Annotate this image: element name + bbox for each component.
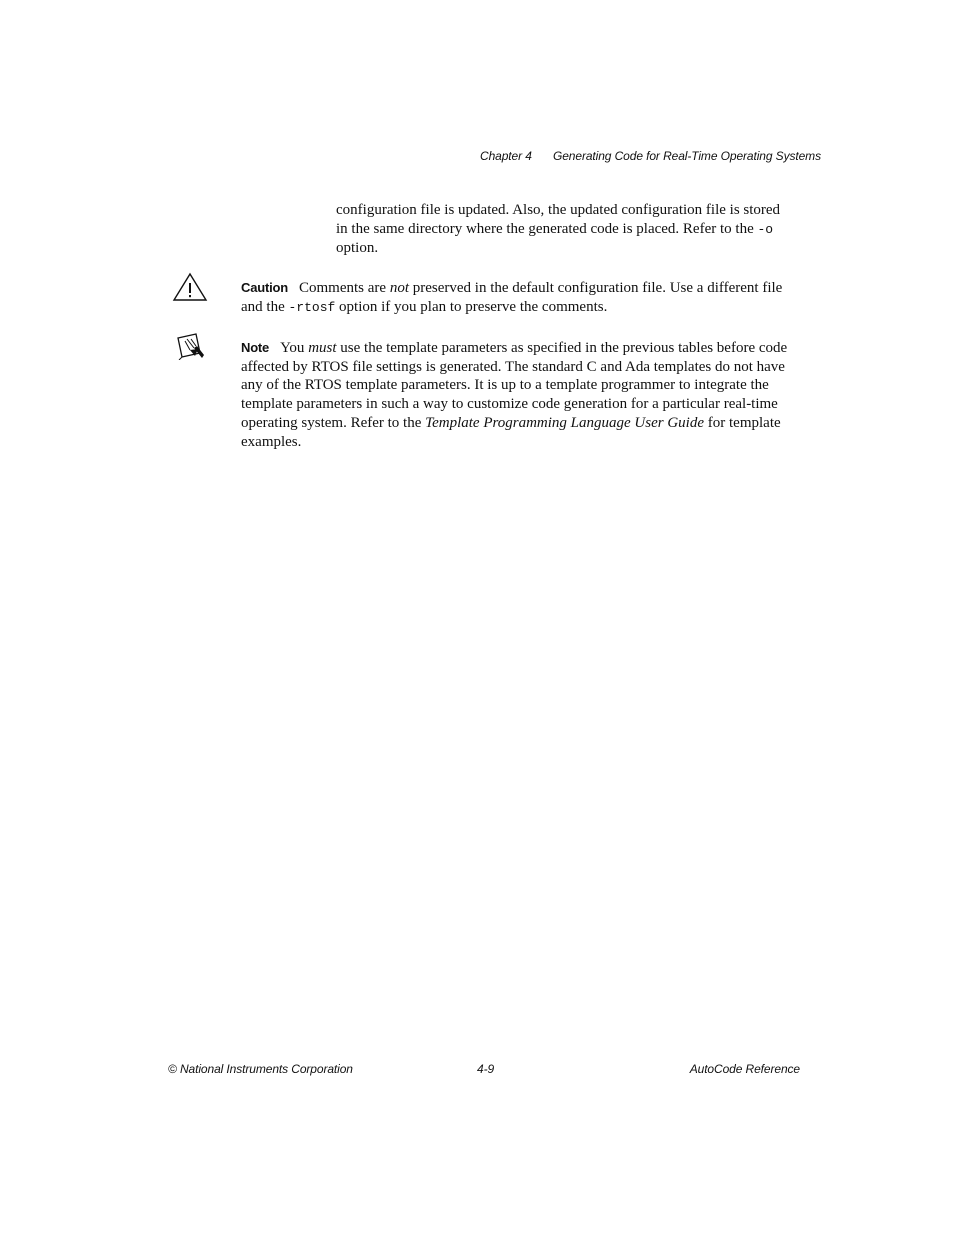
intro-line-2-text: in the same directory where the generated code is placed. Refer to the <box>336 220 758 237</box>
intro-line-3: option. <box>336 240 379 257</box>
footer-manual-title: AutoCode Reference <box>689 1062 800 1076</box>
note-label: Note <box>241 340 270 355</box>
note-text-b: use the template parameters as specified in the previous tables before code <box>336 340 788 356</box>
running-header <box>480 149 821 163</box>
caution-emphasis: not <box>389 280 409 296</box>
intro-paragraph <box>336 201 780 258</box>
note-line-1 <box>241 339 787 358</box>
caution-line-2-b: option if you plan to preserve the comments. <box>335 298 608 315</box>
option-rtosf-code: -rtosf <box>288 299 336 315</box>
note-pencil-icon <box>176 332 206 360</box>
note-text-a: You <box>280 340 309 356</box>
note-emphasis: must <box>308 340 337 356</box>
caution-label: Caution <box>241 280 288 295</box>
caution-callout <box>241 279 782 317</box>
note-line-6: examples. <box>241 433 302 450</box>
caution-text-b: preserved in the default configuration file. Use a different file <box>408 280 783 296</box>
chapter-label: Chapter 4 <box>480 149 532 163</box>
caution-line-2 <box>241 298 782 318</box>
note-line-5-b: for template <box>704 414 781 431</box>
warning-triangle-icon <box>172 271 208 303</box>
footer-copyright: © National Instruments Corporation <box>168 1062 353 1076</box>
page-number: 4-9 <box>477 1062 495 1076</box>
option-o-code: -o <box>757 221 774 237</box>
guide-title: Template Programming Language User Guide <box>425 414 705 431</box>
intro-line-2 <box>336 220 780 240</box>
caution-line-1 <box>241 279 782 298</box>
note-line-5 <box>241 414 787 433</box>
note-line-5-a: operating system. Refer to the <box>241 414 426 431</box>
note-line-4: template parameters in such a way to customize code generation for a particular real-time <box>241 396 778 413</box>
note-callout <box>241 339 787 451</box>
intro-line-1: configuration file is updated. Also, the updated configuration file is stored <box>336 202 781 218</box>
note-line-2: affected by RTOS file settings is generated. The standard C and Ada templates do not have <box>241 358 785 375</box>
chapter-title: Generating Code for Real-Time Operating Systems <box>553 149 821 163</box>
note-line-3: any of the RTOS template parameters. It is up to a template programmer to integrate the <box>241 377 769 394</box>
caution-text-a: Comments are <box>298 280 390 296</box>
caution-line-2-a: and the <box>241 298 289 315</box>
